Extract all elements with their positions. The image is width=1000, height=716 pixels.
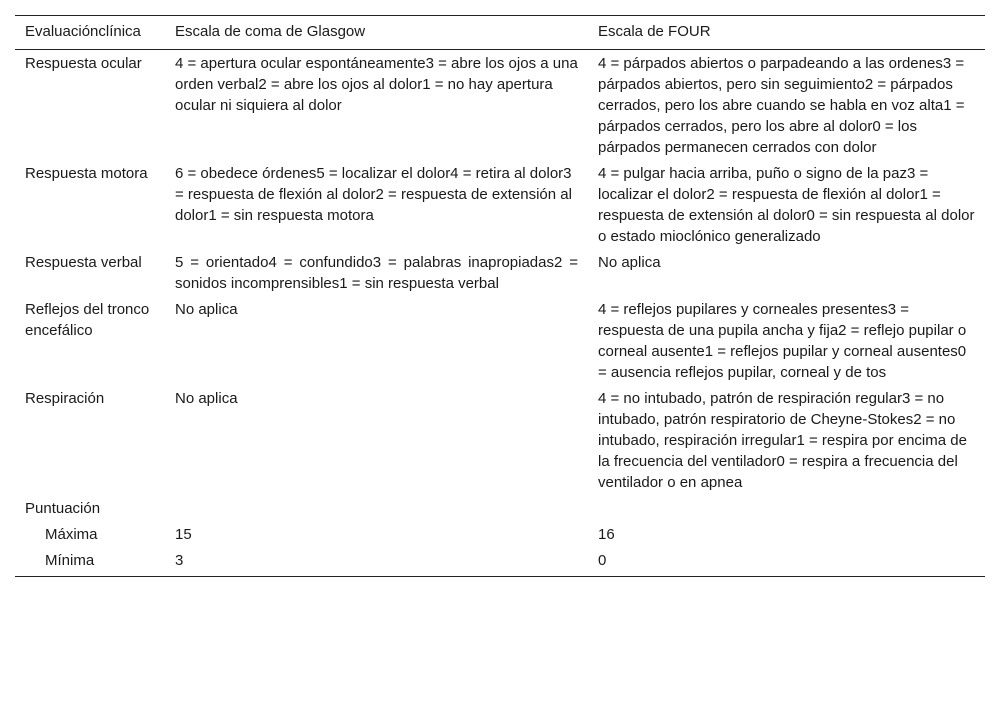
four-cell: 4 = reflejos pupilares y corneales presentes3 = respuesta de una pupila ancha y fija2 = reflejo pupilar o corneal ausente1 = reflejos pupilar y corneal ausentes0 = ausencia reflejos pupilar, corneal y de tos [598, 301, 967, 381]
four-cell: 4 = párpados abiertos o parpadeando a las ordenes3 = párpados abiertos, pero sin seguimiento2 = párpados cerrados, pero los abre cuando se habla en voz alta1 = párpados cerrados, pero los abre al dolor0 = los párpados permanecen cerrados con dolor [598, 55, 965, 156]
score-max-glasgow: 15 [175, 526, 192, 543]
header-glasgow: Escala de coma de Glasgow [165, 16, 588, 50]
glasgow-cell: 4 = apertura ocular espontáneamente3 = abre los ojos a una orden verbal2 = abre los ojos al dolor1 = no hay apertura ocular ni siquiera al dolor [175, 55, 578, 114]
row-label: Respuesta motora [25, 165, 148, 182]
score-min-row [15, 546, 985, 577]
glasgow-cell: 6 = obedece órdenes5 = localizar el dolor4 = retira al dolor3 = respuesta de flexión al dolor2 = respuesta de extensión al dolor1 = sin respuesta motora [175, 165, 572, 224]
table-row [15, 50, 985, 160]
glasgow-cell: No aplica [175, 301, 238, 318]
glasgow-cell: 5 = orientado4 = confundido3 = palabras inapropiadas2 = sonidos incomprensibles1 = sin respuesta verbal [175, 254, 578, 292]
score-section-row [15, 494, 985, 520]
glasgow-cell: No aplica [175, 390, 238, 407]
table-row [15, 159, 985, 248]
four-cell: No aplica [598, 254, 661, 271]
table-row [15, 384, 985, 494]
header-four: Escala de FOUR [588, 16, 985, 50]
table-row [15, 295, 985, 384]
score-max-label: Máxima [45, 526, 98, 543]
row-label: Respuesta ocular [25, 55, 142, 72]
row-label: Respuesta verbal [25, 254, 142, 271]
score-max-four: 16 [598, 526, 615, 543]
four-cell: 4 = pulgar hacia arriba, puño o signo de la paz3 = localizar el dolor2 = respuesta de flexión al dolor1 = respuesta de extensión al dolor0 = sin respuesta al dolor o estado mioclónico generalizado [598, 165, 975, 245]
score-min-four: 0 [588, 546, 985, 577]
four-cell: 4 = no intubado, patrón de respiración regular3 = no intubado, patrón respiratorio de Cheyne-Stokes2 = no intubado, respiración irregular1 = respira por encima de la frecuencia del ventilador0 = respira a frecuencia del ventilador o en apnea [598, 390, 967, 491]
score-max-row [15, 520, 985, 546]
score-min-label: Mínima [15, 546, 165, 577]
header-clinical-evaluation: Evaluaciónclínica [15, 16, 165, 50]
header-row [15, 16, 985, 50]
table-row [15, 248, 985, 295]
comparison-table [15, 15, 985, 577]
row-label: Respiración [25, 390, 105, 407]
score-min-glasgow: 3 [165, 546, 588, 577]
row-label: Reflejos del tronco encefálico [25, 301, 150, 339]
score-label: Puntuación [25, 500, 101, 517]
